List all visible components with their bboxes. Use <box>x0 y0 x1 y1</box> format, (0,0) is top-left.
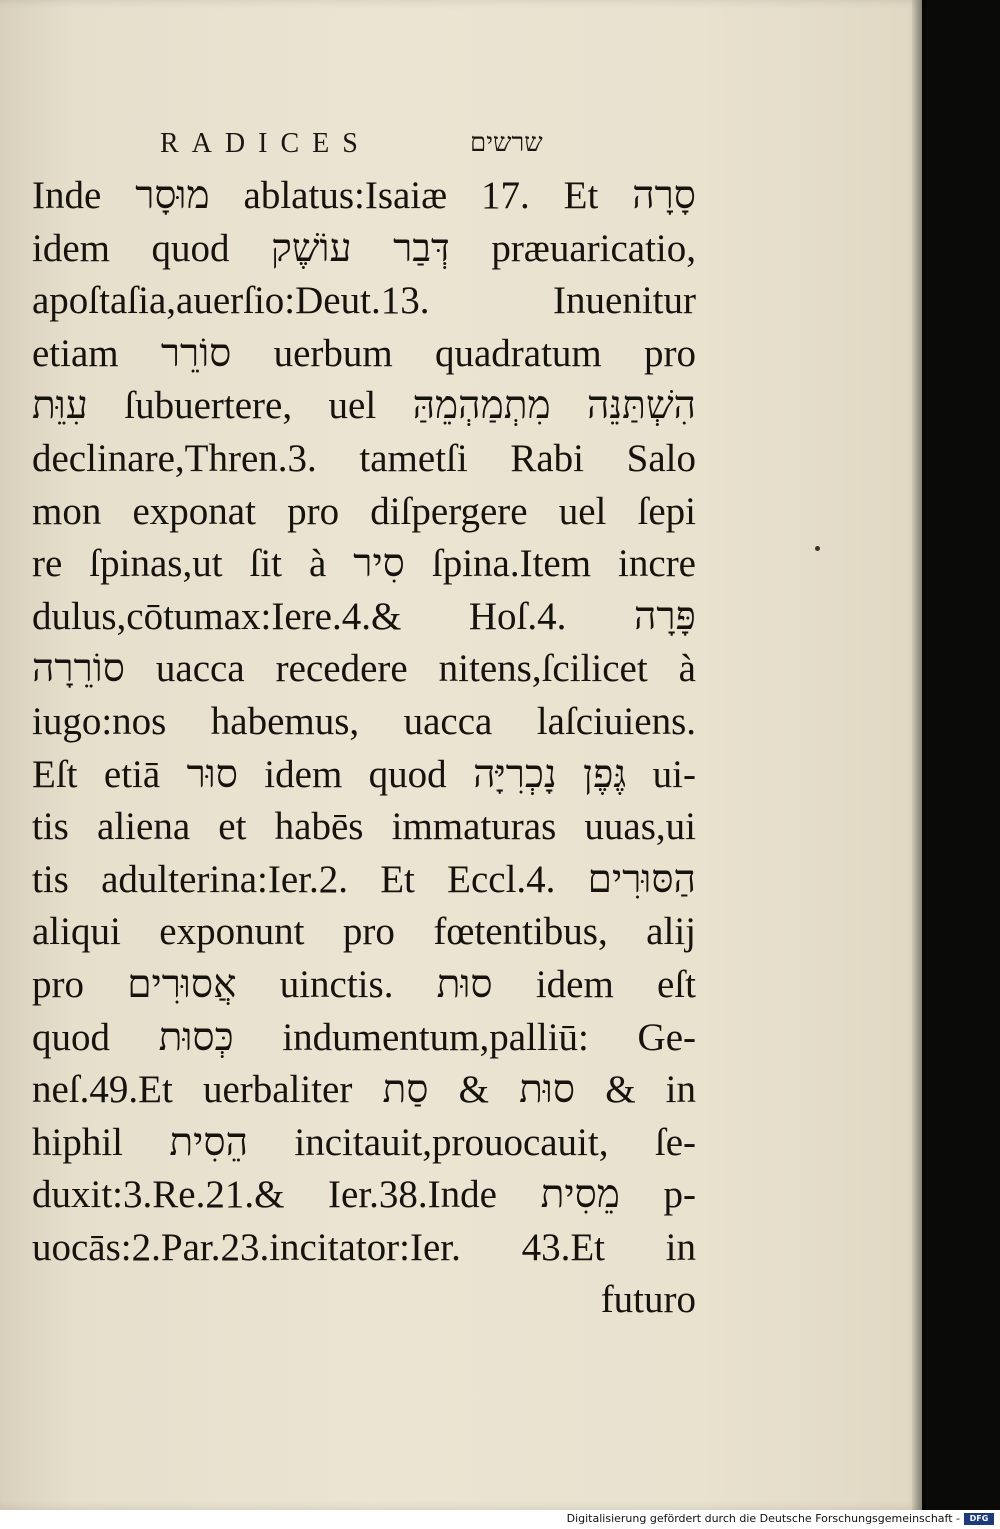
body-text <box>32 170 696 1327</box>
text-line: declinare,Thren.3. tametſi Rabi Salo <box>32 436 696 480</box>
running-title: RADICES <box>160 128 371 159</box>
footer-credit: Digitalisierung gefördert durch die Deutsche Forschungsgemeinschaft - <box>566 1512 960 1525</box>
text-line: iugo:nos habemus, uacca laſciuiens. <box>32 699 696 743</box>
text-line: Inde מוּסָר ablatus:Isaiæ 17. Et סָרָה <box>32 174 696 217</box>
text-line: quod כְּסוּת indumentum,palliū: Ge- <box>32 1015 696 1059</box>
dfg-logo: DFG <box>964 1513 994 1525</box>
text-line: tis aliena et habēs immaturas uuas,ui <box>32 805 696 849</box>
text-line: עִוֵּת ſubuertere, uel הִשְׁתַּנֵּה מִתְמַהְמֵהַּ <box>32 384 696 428</box>
digitization-footer <box>0 1510 1000 1529</box>
text-line: סוֹרֵרָה uacca recedere nitens,ſcilicet à <box>32 647 696 691</box>
text-line: hiphil הֵסִית incitauit,prouocauit, ſe- <box>32 1120 696 1164</box>
page-header <box>0 128 922 168</box>
catchword: futuro <box>600 1278 696 1322</box>
text-line: aliqui exponunt pro fœtentibus, alij <box>32 910 696 954</box>
page-edge-shadow <box>912 0 926 1510</box>
text-line: duxit:3.Re.21.& Ier.38.Inde מֵסִית p- <box>32 1173 696 1217</box>
text-line: uocās:2.Par.23.incitator:Ier. 43.Et in <box>32 1225 696 1269</box>
text-line: pro אֲסוּרִים uinctis. סוּת idem eſt <box>32 962 696 1006</box>
text-line: neſ.49.Et uerbaliter סוּת & סַת & in <box>32 1068 696 1112</box>
text-line: mon exponat pro diſpergere uel ſepi <box>32 489 696 533</box>
running-title-hebrew: שרשים <box>470 128 543 158</box>
text-line: Eſt etiā סוּר idem quod גֶּפֶן נָכְרִיָּה ui- <box>32 752 696 796</box>
text-line: apoſtaſia,auerſio:Deut.13. Inuenitur <box>32 279 696 323</box>
text-line: idem quod דְּבַר עוֹשֶׁק præuaricatio, <box>32 226 696 270</box>
text-line: dulus,cōtumax:Iere.4.& Hoſ.4. פָּרָה <box>32 594 696 638</box>
paper-speck <box>815 546 820 551</box>
text-line: etiam סוֹרֵר uerbum quadratum pro <box>32 331 696 375</box>
text-line: re ſpinas,ut ſit à סִיר ſpina.Item incre <box>32 542 696 586</box>
text-line: tis adulterina:Ier.2. Et Eccl.4. הַסּוּרִים <box>32 857 696 901</box>
